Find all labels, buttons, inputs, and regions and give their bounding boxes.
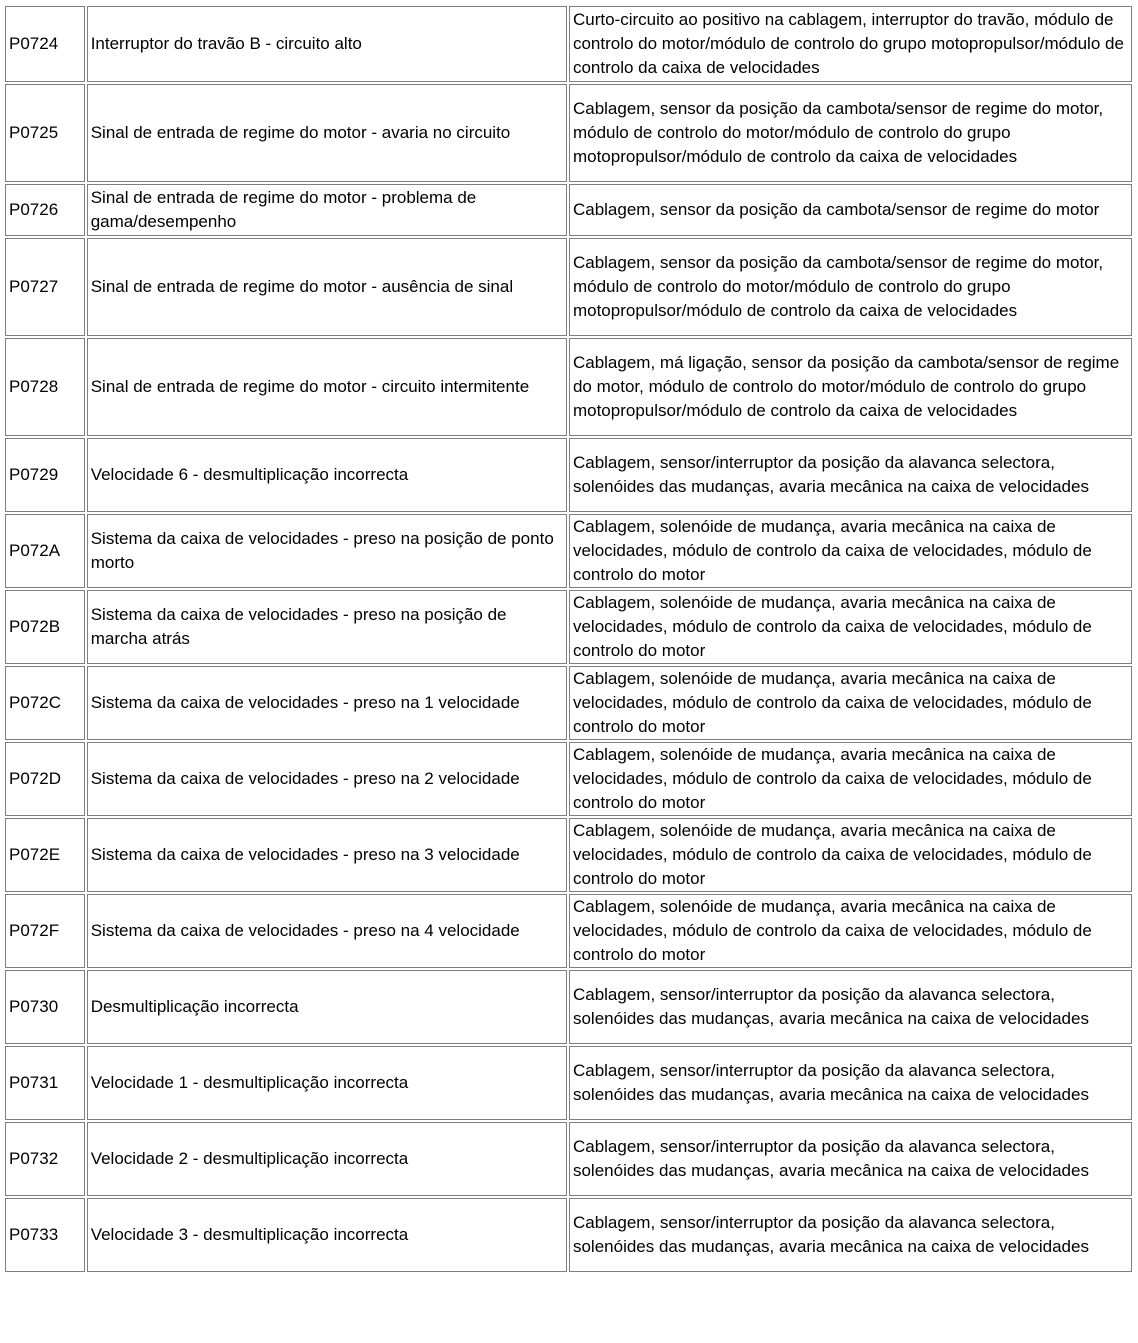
fault-description: Sistema da caixa de velocidades - preso na 2 velocidade — [87, 742, 567, 816]
fault-description: Velocidade 3 - desmultiplicação incorrecta — [87, 1198, 567, 1272]
table-row — [5, 742, 1132, 816]
table-row — [5, 1198, 1132, 1272]
possible-causes: Curto-circuito ao positivo na cablagem, interruptor do travão, módulo de controlo do motor/módulo de controlo do grupo motopropulsor/módulo de controlo da caixa de velocidades — [569, 6, 1132, 82]
table-row — [5, 6, 1132, 82]
fault-description: Sistema da caixa de velocidades - preso na posição de ponto morto — [87, 514, 567, 588]
table-row — [5, 590, 1132, 664]
fault-description: Sinal de entrada de regime do motor - avaria no circuito — [87, 84, 567, 182]
possible-causes: Cablagem, sensor/interruptor da posição da alavanca selectora, solenóides das mudanças, avaria mecânica na caixa de velocidades — [569, 438, 1132, 512]
table-row — [5, 1122, 1132, 1196]
fault-description: Velocidade 2 - desmultiplicação incorrecta — [87, 1122, 567, 1196]
possible-causes: Cablagem, sensor/interruptor da posição da alavanca selectora, solenóides das mudanças, avaria mecânica na caixa de velocidades — [569, 970, 1132, 1044]
possible-causes: Cablagem, solenóide de mudança, avaria mecânica na caixa de velocidades, módulo de controlo da caixa de velocidades, módulo de controlo do motor — [569, 818, 1132, 892]
table-row — [5, 894, 1132, 968]
fault-code: P0724 — [5, 6, 85, 82]
possible-causes: Cablagem, sensor da posição da cambota/sensor de regime do motor, módulo de controlo do motor/módulo de controlo do grupo motopropulsor/módulo de controlo da caixa de velocidades — [569, 84, 1132, 182]
fault-description: Sinal de entrada de regime do motor - problema de gama/desempenho — [87, 184, 567, 236]
possible-causes: Cablagem, sensor da posição da cambota/sensor de regime do motor — [569, 184, 1132, 236]
table-row — [5, 238, 1132, 336]
fault-description: Interruptor do travão B - circuito alto — [87, 6, 567, 82]
fault-code: P0725 — [5, 84, 85, 182]
possible-causes: Cablagem, solenóide de mudança, avaria mecânica na caixa de velocidades, módulo de controlo da caixa de velocidades, módulo de controlo do motor — [569, 514, 1132, 588]
possible-causes: Cablagem, sensor da posição da cambota/sensor de regime do motor, módulo de controlo do motor/módulo de controlo do grupo motopropulsor/módulo de controlo da caixa de velocidades — [569, 238, 1132, 336]
fault-description: Velocidade 6 - desmultiplicação incorrecta — [87, 438, 567, 512]
possible-causes: Cablagem, solenóide de mudança, avaria mecânica na caixa de velocidades, módulo de controlo da caixa de velocidades, módulo de controlo do motor — [569, 894, 1132, 968]
table-row — [5, 184, 1132, 236]
table-row — [5, 338, 1132, 436]
fault-code: P0727 — [5, 238, 85, 336]
fault-code: P0729 — [5, 438, 85, 512]
possible-causes: Cablagem, solenóide de mudança, avaria mecânica na caixa de velocidades, módulo de controlo da caixa de velocidades, módulo de controlo do motor — [569, 742, 1132, 816]
fault-code: P0732 — [5, 1122, 85, 1196]
fault-code-table — [3, 4, 1134, 1274]
fault-code: P072B — [5, 590, 85, 664]
fault-description: Sistema da caixa de velocidades - preso na posição de marcha atrás — [87, 590, 567, 664]
fault-code: P072F — [5, 894, 85, 968]
table-row — [5, 970, 1132, 1044]
possible-causes: Cablagem, sensor/interruptor da posição da alavanca selectora, solenóides das mudanças, avaria mecânica na caixa de velocidades — [569, 1046, 1132, 1120]
fault-description: Velocidade 1 - desmultiplicação incorrecta — [87, 1046, 567, 1120]
fault-description: Sistema da caixa de velocidades - preso na 4 velocidade — [87, 894, 567, 968]
fault-code: P0726 — [5, 184, 85, 236]
fault-description: Sinal de entrada de regime do motor - circuito intermitente — [87, 338, 567, 436]
fault-code: P0733 — [5, 1198, 85, 1272]
fault-description: Sistema da caixa de velocidades - preso na 3 velocidade — [87, 818, 567, 892]
fault-code: P072E — [5, 818, 85, 892]
fault-code: P072D — [5, 742, 85, 816]
fault-description: Sistema da caixa de velocidades - preso na 1 velocidade — [87, 666, 567, 740]
fault-code: P072A — [5, 514, 85, 588]
fault-code: P0730 — [5, 970, 85, 1044]
possible-causes: Cablagem, solenóide de mudança, avaria mecânica na caixa de velocidades, módulo de controlo da caixa de velocidades, módulo de controlo do motor — [569, 666, 1132, 740]
table-row — [5, 514, 1132, 588]
possible-causes: Cablagem, sensor/interruptor da posição da alavanca selectora, solenóides das mudanças, avaria mecânica na caixa de velocidades — [569, 1122, 1132, 1196]
table-row — [5, 84, 1132, 182]
fault-description: Desmultiplicação incorrecta — [87, 970, 567, 1044]
possible-causes: Cablagem, má ligação, sensor da posição da cambota/sensor de regime do motor, módulo de controlo do motor/módulo de controlo do grupo motopropulsor/módulo de controlo da caixa de velocidades — [569, 338, 1132, 436]
fault-code: P072C — [5, 666, 85, 740]
table-row — [5, 438, 1132, 512]
possible-causes: Cablagem, solenóide de mudança, avaria mecânica na caixa de velocidades, módulo de controlo da caixa de velocidades, módulo de controlo do motor — [569, 590, 1132, 664]
fault-code: P0731 — [5, 1046, 85, 1120]
fault-code: P0728 — [5, 338, 85, 436]
table-row — [5, 666, 1132, 740]
table-row — [5, 1046, 1132, 1120]
possible-causes: Cablagem, sensor/interruptor da posição da alavanca selectora, solenóides das mudanças, avaria mecânica na caixa de velocidades — [569, 1198, 1132, 1272]
fault-description: Sinal de entrada de regime do motor - ausência de sinal — [87, 238, 567, 336]
table-row — [5, 818, 1132, 892]
